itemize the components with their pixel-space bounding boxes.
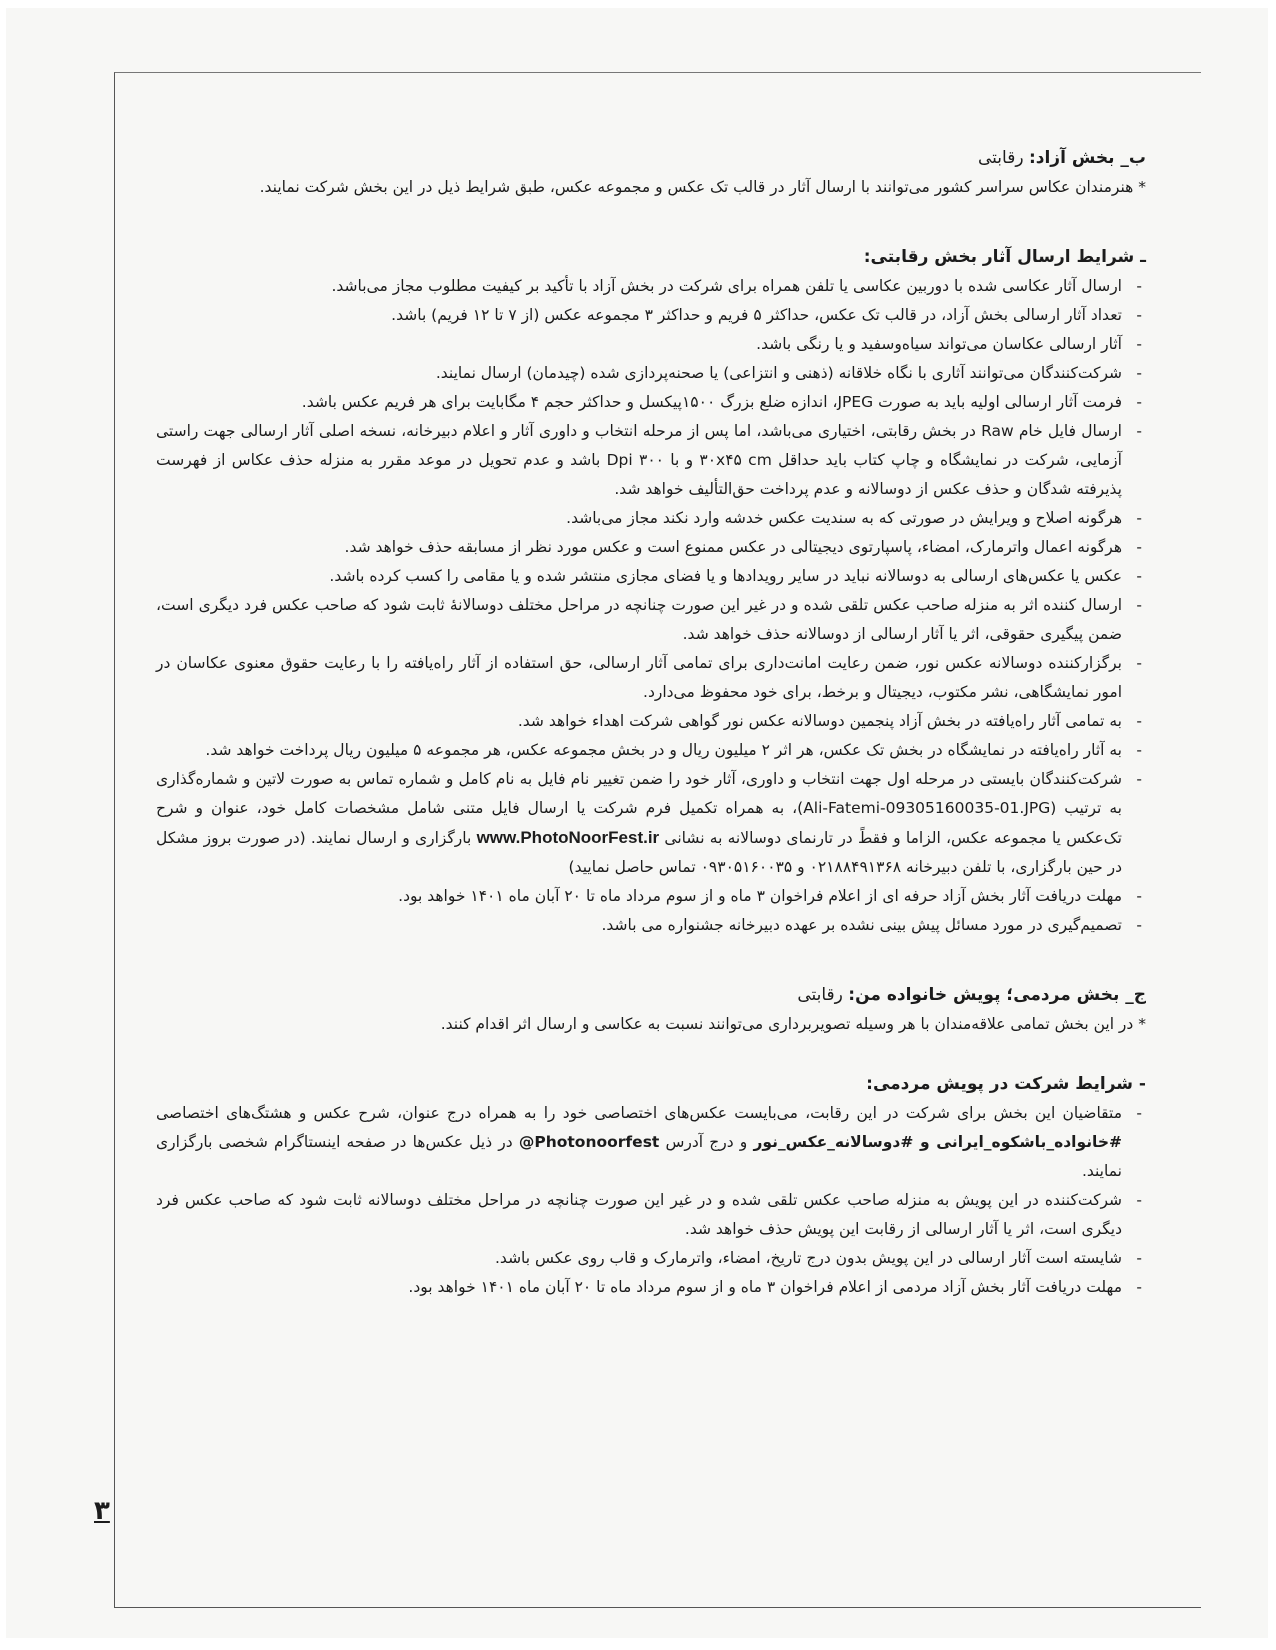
section-c-conditions-title: - شرایط شرکت در پویش مردمی:	[866, 1074, 1146, 1094]
list-item: - تصمیم‌گیری در مورد مسائل پیش بینی نشده بر عهده دبیرخانه جشنواره می باشد.	[156, 911, 1146, 940]
list-item: - برگزارکننده دوسالانه عکس نور، ضمن رعایت امانت‌داری برای تمامی آثار ارسالی، حق استفاده از آثار راه‌یافته را با رعایت حقوق معنوی عکاسان در امور نمایشگاهی، نشر مکتوب، دیجیتال و برخط، برای خود محفوظ می‌دارد.	[156, 649, 1146, 707]
list-item: - شرکت‌کنندگان می‌توانند آثاری با نگاه خلاقانه (ذهنی و انتزاعی) یا صحنه‌پردازی شده (چیدمان) ارسال نمایند.	[156, 359, 1146, 388]
section-b-intro: * هنرمندان عکاس سراسر کشور می‌توانند با ارسال آثار در قالب تک عکس و مجموعه عکس، طبق شرایط ذیل در این بخش شرکت نمایند.	[259, 178, 1146, 196]
list-item-hashtags: - متقاضیان این بخش برای شرکت در این رقابت، می‌بایست عکس‌های اختصاصی خود را به همراه درج عنوان، شرح عکس و هشتگ‌های اختصاصی #خانواده_باشکوه_ایرانی و #دوسالانه_عکس_نور و درج آدرس @Photonoorfest در ذیل عکس‌ها در صفحه اینستاگرام شخصی بارگزاری نمایند.	[156, 1099, 1146, 1186]
document-body	[156, 143, 1146, 1302]
list-item: - شرکت‌کننده در این پویش به منزله صاحب عکس تلقی شده و در غیر این صورت چنانچه در مراحل مختلف دوسالانه ثابت شود که صاحب عکس فرد دیگری است، اثر یا آثار ارسالی از رقابت این پویش حذف خواهد شد.	[156, 1186, 1146, 1244]
list-item: - به آثار راه‌یافته در نمایشگاه در بخش تک عکس، هر اثر ۲ میلیون ریال و در بخش مجموعه عکس، هر مجموعه ۵ میلیون ریال پرداخت خواهد شد.	[156, 736, 1146, 765]
section-c-conditions-list	[156, 1099, 1146, 1302]
list-item: - مهلت دریافت آثار بخش آزاد مردمی از اعلام فراخوان ۳ ماه و از سوم مرداد ماه تا ۲۰ آبان ماه ۱۴۰۱ خواهد بود.	[156, 1273, 1146, 1302]
list-item: - ارسال کننده اثر به منزله صاحب عکس تلقی شده و در غیر این صورت چنانچه در مراحل مختلف دوسالانهٔ ثابت شود که صاحب عکس فرد دیگری است، ضمن پیگیری حقوقی، اثر یا آثار ارسالی از دوسالانه حذف خواهد شد.	[156, 591, 1146, 649]
section-c-heading	[156, 980, 1146, 1010]
page-number: ۳	[94, 1496, 110, 1526]
section-b-conditions-list	[156, 272, 1146, 940]
list-item: - فرمت آثار ارسالی اولیه باید به صورت JPEG، اندازه ضلع بزرگ ۱۵۰۰پیکسل و حداکثر حجم ۴ مگابایت برای هر فریم عکس باشد.	[156, 388, 1146, 417]
section-b-heading	[156, 143, 1146, 173]
list-item: - ارسال فایل خام Raw در بخش رقابتی، اختیاری می‌باشد، اما پس از مرحله انتخاب و داوری آثار و اعلام دبیرخانه، نسخه اصلی آثار ارسالی جهت راستی آزمایی، شرکت در نمایشگاه و چاپ کتاب باید حداقل ۳۰x۴۵ cm و با ۳۰۰ Dpi باشد و عدم تحویل در موعد مقرر به منزله حذف عکاس از فهرست پذیرفته شدگان و حذف عکس از دوسالانه و عدم پرداخت حق‌التألیف خواهد شد.	[156, 417, 1146, 504]
list-item-submission: - شرکت‌کنندگان بایستی در مرحله اول جهت انتخاب و داوری، آثار خود را ضمن تغییر نام فایل به نام کامل و شماره تماس به صورت لاتین و شماره‌گذاری به ترتیب (Ali-Fatemi-09305160035-01.JPG)، به همراه تکمیل فرم شرکت یا ارسال فایل متنی شامل مشخصات کامل خود، عنوان و شرح تک‌عکس یا مجموعه عکس، الزاما و فقطً در تارنمای دوسالانه به نشانی www.PhotoNoorFest.ir بارگزاری و ارسال نمایند. (در صورت بروز مشکل در حین بارگزاری، با تلفن دبیرخانه ۰۲۱۸۸۴۹۱۳۶۸ و ۰۹۳۰۵۱۶۰۰۳۵ تماس حاصل نمایید)	[156, 765, 1146, 882]
list-item: - عکس یا عکس‌های ارسالی به دوسالانه نباید در سایر رویدادها و یا فضای مجازی منتشر شده و یا مقامی را کسب کرده باشد.	[156, 562, 1146, 591]
list-item: - به تمامی آثار راه‌یافته در بخش آزاد پنجمین دوسالانه عکس نور گواهی شرکت اهداء خواهد شد.	[156, 707, 1146, 736]
section-b-title: ب_ بخش آزاد:	[1028, 148, 1146, 168]
list-item: - ارسال آثار عکاسی شده با دوربین عکاسی یا تلفن همراه برای شرکت در بخش آزاد با تأکید بر کیفیت مطلوب مجاز می‌باشد.	[156, 272, 1146, 301]
list-item: - مهلت دریافت آثار بخش آزاد حرفه ای از اعلام فراخوان ۳ ماه و از سوم مرداد ماه تا ۲۰ آبان ماه ۱۴۰۱ خواهد بود.	[156, 882, 1146, 911]
section-b-conditions-title: ـ شرایط ارسال آثار بخش رقابتی:	[863, 247, 1146, 267]
list-item: - تعداد آثار ارسالی بخش آزاد، در قالب تک عکس، حداکثر ۵ فریم و حداکثر ۳ مجموعه عکس (از ۷ تا ۱۲ فریم) باشد.	[156, 301, 1146, 330]
section-c-intro: * در این بخش تمامی علاقه‌مندان با هر وسیله تصویربرداری می‌توانند نسبت به عکاسی و ارسال اثر اقدام کنند.	[440, 1015, 1146, 1033]
example-filename: Ali-Fatemi-09305160035-01.JPG	[803, 799, 1051, 817]
section-c-subtitle: رقابتی	[797, 985, 843, 1005]
list-item: - آثار ارسالی عکاسان می‌تواند سیاه‌وسفید و یا رنگی باشد.	[156, 330, 1146, 359]
website-link[interactable]: www.PhotoNoorFest.ir	[476, 828, 660, 847]
list-item: - شایسته است آثار ارسالی در این پویش بدون درج تاریخ، امضاء، واترمارک و قاب روی عکس باشد.	[156, 1244, 1146, 1273]
section-b-subtitle: رقابتی	[977, 148, 1024, 168]
list-item: - هرگونه اعمال واترمارک، امضاء، پاسپارتوی دیجیتالی در عکس ممنوع است و عکس مورد نظر از مسابقه حذف خواهد شد.	[156, 533, 1146, 562]
hashtags: #خانواده_باشکوه_ایرانی و #دوسالانه_عکس_نور	[753, 1133, 1122, 1151]
section-c-title: ج_ بخش مردمی؛ پویش خانواده من:	[848, 985, 1146, 1005]
list-item: - هرگونه اصلاح و ویرایش در صورتی که به سندیت عکس خدشه وارد نکند مجاز می‌باشد.	[156, 504, 1146, 533]
instagram-handle[interactable]: @Photonoorfest	[518, 1133, 660, 1151]
scanned-page	[6, 8, 1268, 1638]
